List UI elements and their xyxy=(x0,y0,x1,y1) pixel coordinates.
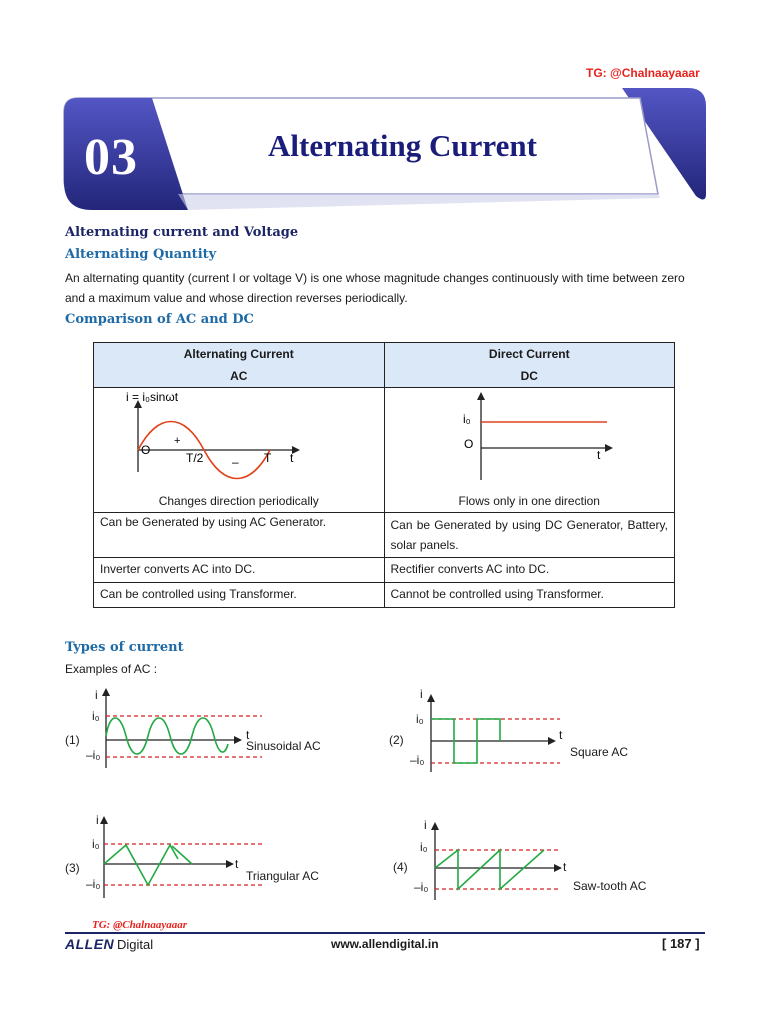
header-ac-title: Alternating Current xyxy=(183,347,294,361)
tri-neg-label: –i₀ xyxy=(86,877,101,891)
sq-i-label: i xyxy=(420,687,423,701)
sq-number: (2) xyxy=(389,733,404,747)
table-header-dc xyxy=(384,343,675,388)
sin-pos-label: i₀ xyxy=(92,709,100,723)
sin-t-label: t xyxy=(246,728,250,742)
definition-paragraph: An alternating quantity (current I or voltage V) is one whose magnitude changes continuously with time between zero and a maximum value and whose direction reverses periodically. xyxy=(65,271,685,305)
table-row-1-dc: Can be Generated by using DC Generator, Battery, solar panels. xyxy=(384,513,675,558)
header-dc-title: Direct Current xyxy=(488,347,570,361)
saw-t-label: t xyxy=(563,860,567,874)
table-row-2-ac: Inverter converts AC into DC. xyxy=(94,558,385,583)
footer-rule xyxy=(65,932,705,934)
ac-period-label: T xyxy=(264,451,272,465)
tri-number: (3) xyxy=(65,861,80,875)
ac-origin-label: O xyxy=(141,443,151,457)
saw-name: Saw-tooth AC xyxy=(573,879,647,893)
sin-number: (1) xyxy=(65,733,80,747)
tg-handle-top: TG: @Chalnaayaaar xyxy=(586,66,700,80)
section-heading: Alternating current and Voltage xyxy=(65,225,299,240)
comparison-heading: Comparison of AC and DC xyxy=(65,312,254,327)
ac-t-label: t xyxy=(290,451,294,465)
comparison-table xyxy=(93,342,675,608)
table-row-2-dc: Rectifier converts AC into DC. xyxy=(384,558,675,583)
sawtooth-ac-graph xyxy=(393,818,647,900)
page-number: [ 187 ] xyxy=(662,936,700,951)
sq-t-label: t xyxy=(559,728,563,742)
table-row-1-ac: Can be Generated by using AC Generator. xyxy=(94,513,385,558)
dc-t-label: t xyxy=(596,448,600,462)
brand-suffix: Digital xyxy=(117,937,154,952)
square-ac-graph xyxy=(389,687,628,772)
header-ac-abbr: AC xyxy=(230,369,248,383)
sq-name: Square AC xyxy=(570,745,629,759)
tri-i-label: i xyxy=(96,813,99,827)
dc-figure-cell xyxy=(384,388,675,513)
brand-logo: ALLEN xyxy=(65,936,115,952)
saw-number: (4) xyxy=(393,860,408,874)
triangular-ac-graph xyxy=(65,813,319,898)
tri-name: Triangular AC xyxy=(246,869,319,883)
chapter-number: 03 xyxy=(84,129,138,186)
sin-name: Sinusoidal AC xyxy=(246,739,321,753)
dc-origin-label: O xyxy=(463,437,473,451)
ac-plus-label: + xyxy=(174,435,181,447)
sin-neg-label: –i₀ xyxy=(86,748,101,762)
types-heading: Types of current xyxy=(65,640,184,655)
ac-half-period-label: T/2 xyxy=(186,451,204,465)
table-row-3-dc: Cannot be controlled using Transformer. xyxy=(384,583,675,608)
header-dc-abbr: DC xyxy=(520,369,538,383)
dc-caption: Flows only in one direction xyxy=(458,494,600,508)
table-row-3-ac: Can be controlled using Transformer. xyxy=(94,583,385,608)
saw-neg-label: –i₀ xyxy=(414,880,429,894)
subheading-alternating-quantity: Alternating Quantity xyxy=(65,247,217,262)
tri-t-label: t xyxy=(235,857,239,871)
tri-pos-label: i₀ xyxy=(92,837,100,851)
ac-caption: Changes direction periodically xyxy=(158,494,319,508)
tg-handle-bottom: TG: @Chalnaayaaar xyxy=(92,919,188,931)
saw-pos-label: i₀ xyxy=(420,840,428,854)
sinusoidal-ac-graph xyxy=(65,688,321,768)
table-header-ac xyxy=(94,343,385,388)
saw-i-label: i xyxy=(424,818,427,832)
examples-label: Examples of AC : xyxy=(65,662,158,676)
ac-figure-cell xyxy=(94,388,385,513)
sin-i-label: i xyxy=(95,688,98,702)
sq-neg-label: –i₀ xyxy=(410,753,425,767)
sq-pos-label: i₀ xyxy=(416,712,424,726)
ac-minus-label: – xyxy=(232,455,239,469)
dc-level-label: i₀ xyxy=(462,412,471,426)
chapter-title: Alternating Current xyxy=(268,128,537,163)
ac-equation: i = i₀sinωt xyxy=(126,390,179,404)
website-link[interactable]: www.allendigital.in xyxy=(331,937,439,951)
